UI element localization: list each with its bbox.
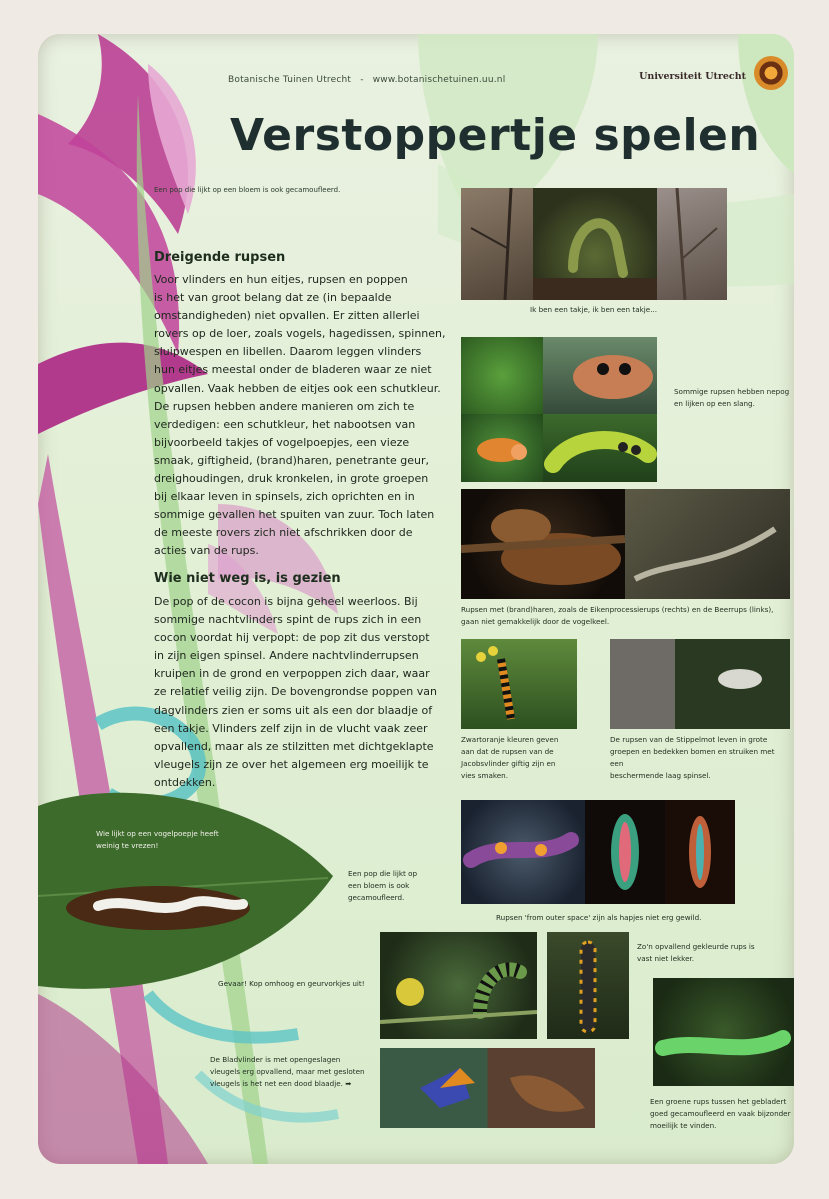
twig-image xyxy=(657,188,727,300)
photo-outer-space-2 xyxy=(585,800,665,904)
text-line: de meeste rovers zich niet afschrikken door de xyxy=(154,526,413,540)
woolly-bear-image xyxy=(461,489,625,599)
photo-processionary xyxy=(625,489,790,599)
text-line: omstandigheden) niet opvallen. Er zitten allerlei xyxy=(154,309,420,323)
caption-line: vies smaken. xyxy=(461,771,509,780)
eyed-caterpillar-image xyxy=(543,337,657,414)
caption-line: goed gecamoufleerd en vaak bijzonder xyxy=(650,1109,791,1118)
green-caterpillar-image xyxy=(653,978,794,1086)
caption-line: Wie lijkt op een vogelpoepje heeft xyxy=(96,829,219,838)
text-line: hun eitjes meestal onder de bladeren waar ze niet xyxy=(154,363,432,377)
caption-line: De rupsen van de Stippelmot leven in grote xyxy=(610,735,768,744)
caption-snake xyxy=(674,386,794,410)
processionary-image xyxy=(625,489,790,599)
photo-leaf-butterfly xyxy=(380,1048,595,1128)
photo-woolly-bear xyxy=(461,489,625,599)
text-line: De rupsen hebben andere manieren om zich te xyxy=(154,399,415,413)
text-line: ze relatief veilig zijn. De bovengrondse poppen van xyxy=(154,685,437,699)
text-line: cocon voordat hij verpopt: de pop zit dus verstopt xyxy=(154,631,430,645)
green-eyed-caterpillar-image xyxy=(543,414,657,482)
spiky-caterpillar-image xyxy=(461,800,585,904)
caption-flower-pupa xyxy=(348,868,417,904)
text-line: sluipwespen en libellen. Daarom leggen vlinders xyxy=(154,345,422,359)
caption-danger: Gevaar! Kop omhoog en geurvorkjes uit! xyxy=(218,979,365,988)
section-heading-wie-niet-weg-is: Wie niet weg is, is gezien xyxy=(154,571,341,586)
text-line: ontdekken. xyxy=(154,775,216,789)
text-line: in zijn eigen spinsel. Andere nachtvlinderrupsen xyxy=(154,649,419,663)
caption-line: Zo'n opvallend gekleurde rups is xyxy=(637,942,755,951)
caption-line: gecamoufleerd. xyxy=(348,893,405,902)
caption-line: vleugels is het net een dood blaadje. ➡ xyxy=(210,1079,352,1088)
photo-cinnabar-caterpillars xyxy=(461,639,577,729)
text-line: sommige gevallen het spuiten van zuur. Toch laten xyxy=(154,508,435,522)
text-line: opvallend, maar als ze stilzitten met dichtgeklapte xyxy=(154,739,434,753)
spiky-caterpillar-image xyxy=(665,800,735,904)
photo-outer-space-3 xyxy=(665,800,735,904)
header-separator: - xyxy=(360,75,364,85)
photo-colorful-caterpillar xyxy=(547,932,629,1039)
university-sun-logo-icon xyxy=(754,56,788,90)
caption-line: Jacobsvlinder giftig zijn en xyxy=(461,759,556,768)
text-line: dagvlinders zien er soms uit als een dor blaadje of xyxy=(154,703,433,717)
section-body-wie-niet-weg-is xyxy=(154,593,454,792)
caption-line: aan dat de rupsen van de xyxy=(461,747,554,756)
caption-twig: Ik ben een takje, ik ben een takje... xyxy=(530,305,658,314)
caption-leaf-butterfly xyxy=(210,1054,380,1090)
caption-line: een bloem is ook xyxy=(348,881,410,890)
photo-twig-right xyxy=(657,188,727,300)
caption-line: Sommige rupsen hebben nepog xyxy=(674,387,790,396)
photo-snake-mimic-4 xyxy=(543,414,657,482)
photo-outer-space-1 xyxy=(461,800,585,904)
text-line: dreighoudingen, druk kronkelen, in grote groepen xyxy=(154,472,429,486)
text-line: acties van de rups. xyxy=(154,544,259,558)
caption-line: Een groene rups tussen het gebladert xyxy=(650,1097,787,1106)
orange-caterpillar-image xyxy=(461,414,543,482)
caption-outer-space: Rupsen 'from outer space' zijn als hapjes niet erg gewild. xyxy=(496,913,702,922)
poster xyxy=(38,34,794,1164)
colorful-caterpillar-image xyxy=(547,932,629,1039)
caption-colorful xyxy=(637,941,755,965)
photo-snake-mimic-1 xyxy=(461,337,543,414)
ermine-moth-image xyxy=(610,639,790,729)
cinnabar-caterpillar-image xyxy=(461,639,577,729)
poster-title: Verstoppertje spelen xyxy=(230,110,761,161)
text-line: opvallen. Vaak hebben de eitjes ook een schutkleur. xyxy=(154,381,441,395)
caption-line: De Bladvlinder is met opengeslagen xyxy=(210,1055,341,1064)
photo-twig-left xyxy=(461,188,533,300)
photo-ermine-moth xyxy=(610,639,790,729)
caption-line: Zwartoranje kleuren geven xyxy=(461,735,559,744)
text-line: verdedigen: een schutkleur, het nabootsen van xyxy=(154,417,416,431)
caption-line: Rupsen met (brand)haren, zoals de Eikenprocessierups (rechts) en de Beerrups (links), xyxy=(461,605,774,614)
caption-jacobs xyxy=(461,734,571,782)
caption-line: groepen en bedekken bomen en struiken met een xyxy=(610,747,775,768)
caption-hairs xyxy=(461,604,773,628)
text-line: sommige nachtvlinders spint de rups zich in een xyxy=(154,613,422,627)
text-line: bij elkaar leven in spinsels, zich oprichten en in xyxy=(154,490,415,504)
caption-line: weinig te vrezen! xyxy=(96,841,159,850)
caption-stippelmot xyxy=(610,734,790,782)
university-name: Universiteit Utrecht xyxy=(639,71,746,82)
photo-looper-caterpillar xyxy=(533,188,657,300)
text-line: Voor vlinders en hun eitjes, rupsen en poppen xyxy=(154,273,408,286)
photo-snake-mimic-3 xyxy=(461,414,543,482)
caption-line: vast niet lekker. xyxy=(637,954,695,963)
looper-caterpillar-image xyxy=(533,188,657,300)
text-line: De pop of de cocon is bijna geheel weerloos. Bij xyxy=(154,595,418,608)
poster-subtitle: Een pop die lijkt op een bloem is ook gecamoufleerd. xyxy=(154,186,341,194)
spiky-caterpillar-image xyxy=(585,800,665,904)
caption-line: beschermende laag spinsel. xyxy=(610,771,711,780)
caption-line: vleugels erg opvallend, maar met gesloten xyxy=(210,1067,365,1076)
caption-line: gaan niet gemakkelijk door de vogelkeel. xyxy=(461,617,610,626)
caption-line: en lijken op een slang. xyxy=(674,399,755,408)
caption-line: moeilijk te vinden. xyxy=(650,1121,717,1130)
garden-name: Botanische Tuinen Utrecht xyxy=(228,75,352,85)
leaf-bird-dropping-photo xyxy=(38,786,338,996)
text-line: een takje. Vlinders zelf zijn in de vlucht vaak zeer xyxy=(154,721,428,735)
text-line: rovers op de loer, zoals vogels, hagedissen, spinnen, xyxy=(154,327,446,341)
caption-bird-dropping xyxy=(96,828,219,852)
photo-swallowtail-threat xyxy=(380,932,537,1039)
header-credits xyxy=(228,75,505,85)
text-line: kruipen in de grond en verpoppen zich daar, waar xyxy=(154,667,430,681)
garden-url: www.botanischetuinen.uu.nl xyxy=(372,75,506,85)
leaf-butterfly-image xyxy=(380,1048,595,1128)
text-line: vleugels zijn ze over het algemeen erg moeilijk te xyxy=(154,757,429,771)
caption-green-caterpillar xyxy=(650,1096,794,1132)
leaf-caterpillar-image xyxy=(38,786,338,996)
twig-image xyxy=(461,188,533,300)
text-line: is het van groot belang dat ze (in bepaalde xyxy=(154,291,392,305)
photo-snake-mimic-2 xyxy=(543,337,657,414)
text-line: bijvoorbeeld takjes of vogelpoepjes, een vieze xyxy=(154,435,410,449)
section-body-dreigende-rupsen xyxy=(154,271,454,561)
caption-line: Een pop die lijkt op xyxy=(348,869,418,878)
swallowtail-caterpillar-image xyxy=(380,932,537,1039)
text-line: smaak, giftigheid, (brand)haren, penetrante geur, xyxy=(154,453,429,467)
photo-green-caterpillar xyxy=(653,978,794,1086)
section-heading-dreigende-rupsen: Dreigende rupsen xyxy=(154,250,286,265)
